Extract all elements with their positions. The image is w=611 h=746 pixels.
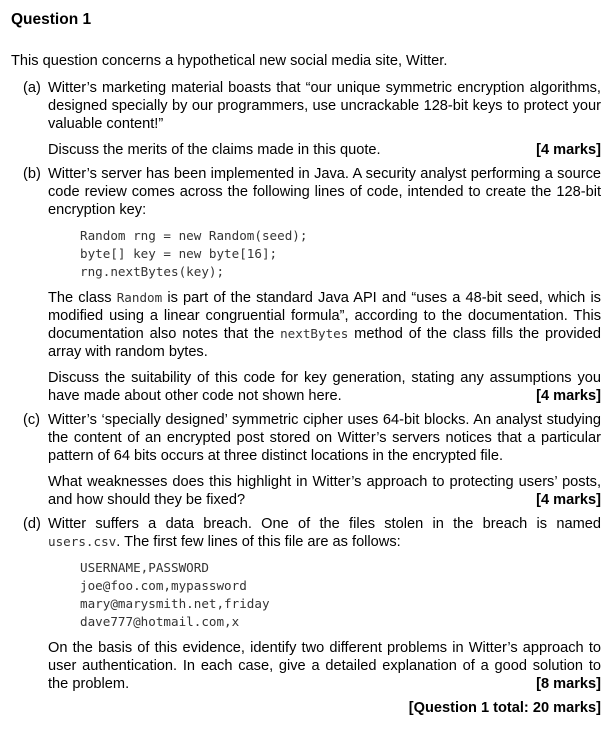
text-run: . The first few lines of this file are as follows: [116, 534, 401, 550]
text-run: is part of the standard Java API and “uses a 48-bit seed, which is modified using a linear congruential formula”, according to the documentation. This documentation also notes that the [48, 290, 601, 342]
paragraph [48, 289, 601, 361]
marks-label: [4 marks] [536, 388, 601, 404]
part-a [11, 79, 601, 159]
part-label: (c) [23, 412, 41, 428]
part-body [48, 515, 601, 693]
marks-label: [4 marks] [536, 492, 601, 508]
question-title: Question 1 [11, 11, 92, 28]
part-body [48, 165, 601, 405]
code-line: dave777@hotmail.com,x [80, 614, 240, 629]
code-line: Random rng = new Random(seed); [80, 228, 308, 243]
code-line: rng.nextBytes(key); [80, 264, 225, 279]
paragraph: Witter’s ‘specially designed’ symmetric cipher uses 64-bit blocks. An analyst studying the content of an encrypted post stored on Witter’s servers notices that a particular pattern of 64 bits occurs at three distinct locations in the encrypted file. [48, 412, 601, 464]
marks-label: [8 marks] [536, 676, 601, 692]
question-text: Discuss the merits of the claims made in this quote. [48, 142, 381, 158]
part-c [11, 411, 601, 509]
part-body [48, 411, 601, 509]
inline-code: Random [116, 290, 163, 305]
question-text: What weaknesses does this highlight in Witter’s approach to protecting users’ posts, and how should they be fixed? [48, 474, 601, 508]
code-line: USERNAME,PASSWORD [80, 560, 209, 575]
text-run: The class [48, 290, 117, 306]
paragraph: Witter’s server has been implemented in Java. A security analyst performing a source code review comes across the following lines of code, intended to create the 128-bit encryption key: [48, 166, 601, 218]
paragraph [48, 473, 601, 509]
code-block [80, 227, 601, 281]
code-block [80, 559, 601, 631]
code-line: byte[] key = new byte[16]; [80, 246, 278, 261]
marks-line [48, 141, 601, 159]
part-body [48, 79, 601, 159]
paragraph [48, 369, 601, 405]
part-d [11, 515, 601, 693]
question-text: On the basis of this evidence, identify two different problems in Witter’s approach to user authentication. In each case, give a detailed explanation of a good solution to the problem. [48, 640, 601, 692]
text-run: Witter suffers a data breach. One of the files stolen in the breach is named [48, 516, 601, 532]
part-label: (d) [23, 516, 41, 532]
question-text: Discuss the suitability of this code for key generation, stating any assumptions you have made about other code not shown here. [48, 370, 601, 404]
paragraph [48, 515, 601, 551]
marks-label: [4 marks] [536, 142, 601, 158]
part-label: (a) [23, 80, 41, 96]
code-line: mary@marysmith.net,friday [80, 596, 270, 611]
paragraph [48, 639, 601, 693]
question-intro: This question concerns a hypothetical new social media site, Witter. [11, 53, 448, 69]
text-run: method of the class fills the provided array with random bytes. [48, 326, 601, 360]
part-b [11, 165, 601, 405]
code-line: joe@foo.com,mypassword [80, 578, 247, 593]
inline-code: users.csv [48, 534, 117, 549]
question-total: [Question 1 total: 20 marks] [408, 700, 601, 716]
inline-code: nextBytes [280, 326, 349, 341]
part-label: (b) [23, 166, 41, 182]
paragraph: Witter’s marketing material boasts that “our unique symmetric encryption algorithms, designed specially by our programmers, use uncrackable 128-bit keys to protect your valuable content!” [48, 80, 601, 132]
